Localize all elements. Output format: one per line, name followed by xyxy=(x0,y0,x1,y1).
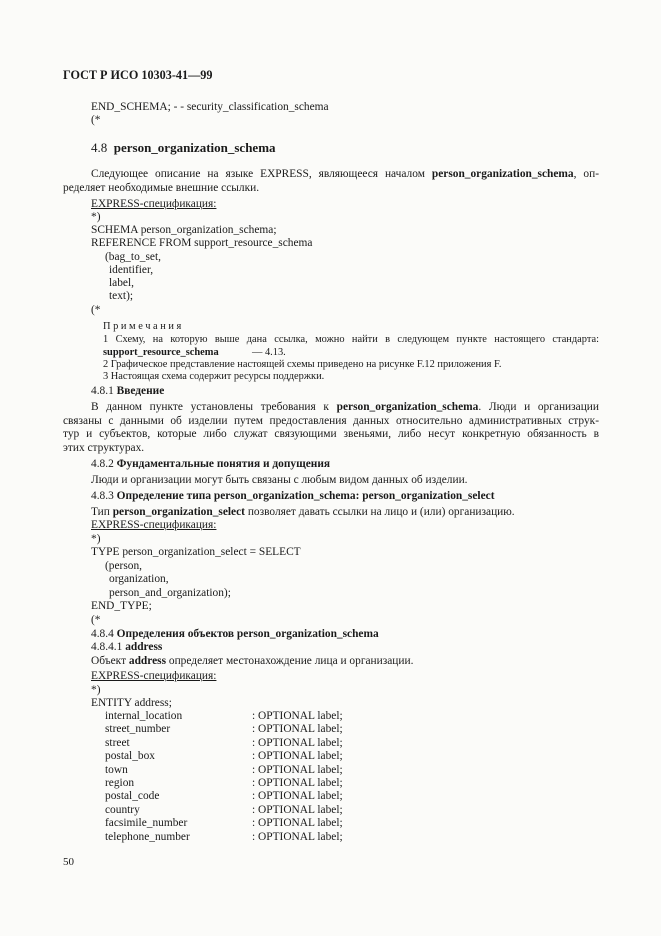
attribute-type: : OPTIONAL label; xyxy=(252,736,343,749)
page-number: 50 xyxy=(63,856,74,868)
select-item: (person, xyxy=(105,560,143,572)
reference-item: text); xyxy=(109,290,134,302)
attribute-type: : OPTIONAL label; xyxy=(252,830,343,843)
s483-paragraph: Тип person_organization_select позволяет давать ссылки на лицо и (или) организацию. xyxy=(91,506,515,518)
attribute-type: : OPTIONAL label; xyxy=(252,790,343,803)
attribute-name: region xyxy=(105,777,135,789)
s481-line-2: связаны с данными об изделии путем предоставления данных относительно административных струк- xyxy=(63,415,599,427)
entity-attribute-row xyxy=(105,777,343,790)
entity-attribute-row xyxy=(105,790,343,803)
entity-attribute-row xyxy=(105,763,343,777)
subsection-heading-483: 4.8.3 Определение типа person_organization_schema: person_organization_select xyxy=(91,490,495,502)
notes-title: Примечания xyxy=(103,321,184,332)
entity-attribute-row xyxy=(105,723,343,736)
document-header-code: ГОСТ Р ИСО 10303-41—99 xyxy=(63,68,213,82)
entity-attribute-row xyxy=(105,803,343,817)
entity-line: ENTITY address; xyxy=(91,697,172,709)
spec-label-1: EXPRESS-спецификация: xyxy=(91,198,217,210)
note-2: 2 Графическое представление настоящей схемы приведено на рисунке F.12 приложения F. xyxy=(103,359,502,370)
attribute-type: : OPTIONAL label; xyxy=(252,817,343,830)
subsection-heading-481: 4.8.1 Введение xyxy=(91,385,165,397)
reference-item: label, xyxy=(109,277,134,289)
schema-line: SCHEMA person_organization_schema; xyxy=(91,224,277,236)
attribute-name: street xyxy=(105,736,130,749)
entity-attribute-row xyxy=(105,750,343,763)
attribute-type: : OPTIONAL label; xyxy=(252,803,343,816)
section-number: 4.8 xyxy=(91,140,108,155)
code-open-3: *) xyxy=(91,684,101,696)
entity-attribute-row xyxy=(105,817,343,830)
entity-attribute-row xyxy=(105,710,343,723)
s481-line-4: этих структурах. xyxy=(63,442,145,454)
reference-line: REFERENCE FROM support_resource_schema xyxy=(91,237,313,249)
select-item: person_and_organization); xyxy=(109,587,231,599)
section-title: person_organization_schema xyxy=(113,140,276,155)
code-close-1: (* xyxy=(91,304,101,316)
subsection-heading-484: 4.8.4 Определения объектов person_organization_schema xyxy=(91,628,379,640)
attribute-name: town xyxy=(105,763,128,776)
code-open-1: *) xyxy=(91,211,101,223)
intro-line-1: Следующее описание на языке EXPRESS, являющееся началом person_organization_schema, оп- xyxy=(91,168,600,180)
comment-open: (* xyxy=(91,114,101,126)
attribute-name: country xyxy=(105,803,140,816)
attribute-type: : OPTIONAL label; xyxy=(252,750,343,763)
reference-item: identifier, xyxy=(109,264,154,276)
code-close-2: (* xyxy=(91,614,101,626)
s481-line-1: В данном пункте установлены требования к person_organization_schema. Люди и организации xyxy=(91,401,599,413)
select-item: organization, xyxy=(109,573,169,585)
note-1-reference: support_resource_schema xyxy=(103,347,219,358)
note-3: 3 Настоящая схема содержит ресурсы поддержки. xyxy=(103,371,325,382)
attribute-name: postal_code xyxy=(105,790,160,803)
s482-paragraph: Люди и организации могут быть связаны с любым видом данных об изделии. xyxy=(91,474,468,486)
spec-label-2: EXPRESS-спецификация: xyxy=(91,519,217,531)
attribute-type: : OPTIONAL label; xyxy=(252,763,343,776)
attribute-name: postal_box xyxy=(105,750,155,763)
note-1-section: — 4.13. xyxy=(252,347,286,358)
s4841-paragraph: Объект address определяет местонахождение лица и организации. xyxy=(91,655,414,667)
attribute-type: : OPTIONAL label; xyxy=(252,710,343,722)
s481-line-3: тур и субъектов, которые либо служат связующими звеньями, либо несут конкретную обязанность в xyxy=(63,428,599,440)
attribute-type: : OPTIONAL label; xyxy=(252,777,343,789)
end-type-line: END_TYPE; xyxy=(91,600,152,612)
entity-attribute-row xyxy=(105,736,343,750)
end-schema-line: END_SCHEMA; - - security_classification_schema xyxy=(91,101,329,113)
attribute-name: facsimile_number xyxy=(105,817,188,830)
subsection-heading-482: 4.8.2 Фундаментальные понятия и допущения xyxy=(91,458,331,470)
entity-attribute-row xyxy=(105,830,343,844)
attribute-type: : OPTIONAL label; xyxy=(252,723,343,736)
code-open-2: *) xyxy=(91,533,101,545)
attribute-name: street_number xyxy=(105,723,171,736)
attribute-name: telephone_number xyxy=(105,830,190,843)
spec-label-3: EXPRESS-спецификация: xyxy=(91,670,217,682)
intro-line-2: ределяет необходимые внешние ссылки. xyxy=(63,182,260,194)
subsection-heading-4841: 4.8.4.1 address xyxy=(91,641,163,653)
section-heading xyxy=(91,141,276,154)
reference-item: (bag_to_set, xyxy=(105,251,161,263)
note-1: 1 Схему, на которую выше дана ссылка, можно найти в следующем пункте настоящего стандарта: xyxy=(103,334,599,345)
attribute-name: internal_location xyxy=(105,710,183,722)
type-line: TYPE person_organization_select = SELECT xyxy=(91,546,301,558)
